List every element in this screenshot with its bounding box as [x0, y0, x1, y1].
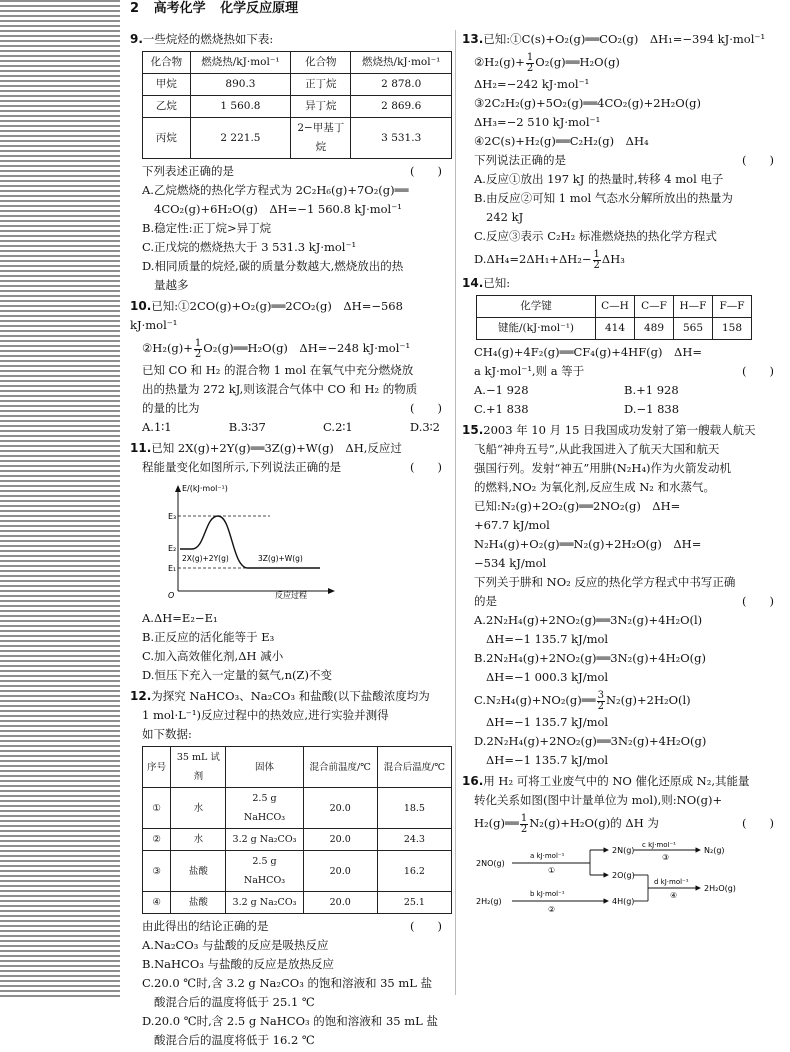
experiment-table: [142, 746, 452, 914]
answer-bracket: ( ): [410, 919, 442, 933]
question-13: [462, 30, 784, 272]
option-b: B.稳定性:正丁烷>异丁烷: [142, 221, 272, 235]
equation-3: ③2C₂H₂(g)+5O₂(g)══4CO₂(g)+2H₂O(g): [474, 96, 702, 110]
equation-1: 已知:①2CO(g)+O₂(g)══2CO₂(g) ΔH=−568 kJ·mol⁻¹: [130, 299, 403, 332]
table-header-row: [143, 52, 452, 74]
question-number: 15.: [462, 423, 484, 437]
numerator: 1: [526, 51, 534, 63]
cell: 158: [713, 318, 752, 340]
question-15: [462, 421, 784, 770]
equation-2: [130, 335, 452, 361]
cell: 2.5 g NaHCO₃: [226, 851, 303, 892]
answer-bracket: ( ): [410, 460, 442, 474]
option-c-cont: 酸混合后的温度将低于 25.1 ℃: [154, 995, 315, 1009]
delta-h-2: ΔH₂=−242 kJ·mol⁻¹: [474, 77, 590, 91]
option-c: [462, 687, 784, 713]
reactant-label: 2X(g)+2Y(g): [182, 554, 229, 563]
option-b: B.+1 928: [624, 383, 679, 397]
left-stripe-margin: [0, 0, 120, 1000]
cell: 2.5 g NaHCO₃: [226, 788, 303, 829]
question-stem: 已知:: [483, 276, 511, 290]
eq-part: O₂(g)══H₂O(g): [535, 55, 620, 69]
cell: 24.3: [377, 829, 451, 851]
header-cell: C—H: [596, 296, 635, 318]
question-number: 14.: [462, 276, 484, 290]
e1-label: E₁: [168, 564, 177, 573]
cell: 键能/(kJ·mol⁻¹): [477, 318, 596, 340]
e2-label: E₂: [168, 544, 177, 553]
answer-bracket: ( ): [410, 401, 442, 415]
table-row: [143, 74, 452, 96]
option-c-cont: ΔH=−1 135.7 kJ/mol: [486, 715, 609, 729]
table-header-row: [143, 747, 452, 788]
question-text: 的燃料,NO₂ 为氧化剂,反应生成 N₂ 和水蒸气。: [474, 480, 716, 494]
eq-part: ②H₂(g)+: [474, 55, 525, 69]
question-stem: 一些烷烃的燃烧热如下表:: [142, 32, 274, 46]
question-9: [130, 30, 452, 295]
cell: 3.2 g Na₂CO₃: [226, 892, 303, 914]
cell: ③: [143, 851, 171, 892]
option-a-cont: ΔH=−1 135.7 kJ/mol: [486, 632, 609, 646]
question-text: 已知 CO 和 H₂ 的混合物 1 mol 在氧气中充分燃烧放: [142, 363, 414, 377]
numerator: 3: [597, 689, 604, 701]
question-number: 16.: [462, 774, 484, 788]
question-text: 1 mol·L⁻¹)反应过程中的热效应,进行实验并测得: [142, 708, 389, 722]
given-delta-h-2: −534 kJ/mol: [474, 556, 547, 570]
page-number: 2: [130, 1, 140, 16]
answer-bracket: ( ): [742, 594, 774, 608]
product-label: 3Z(g)+W(g): [258, 554, 303, 563]
header-cell: 燃烧热/kJ·mol⁻¹: [190, 52, 291, 74]
equation-2: [462, 49, 784, 75]
column-divider: [455, 30, 456, 995]
page-header: [130, 0, 308, 18]
question-text: 用 H₂ 可将工业废气中的 NO 催化还原成 N₂,其能量: [483, 774, 750, 788]
cell: 盐酸: [171, 851, 226, 892]
node-4h: 4H(g): [612, 897, 635, 906]
combustion-heat-table: [142, 51, 452, 159]
table-row: [143, 96, 452, 118]
option-b: B.由反应②可知 1 mol 气态水分解所放出的热量为: [474, 191, 733, 205]
cell: 1 560.8: [190, 96, 291, 118]
header-cell: 化学键: [477, 296, 596, 318]
step-2: ②: [548, 905, 556, 914]
header-cell: H—F: [674, 296, 713, 318]
cell: 丙烷: [143, 118, 191, 159]
numerator: 1: [194, 337, 202, 349]
denominator: 2: [597, 700, 604, 712]
option-c: C.正戊烷的燃烧热大于 3 531.3 kJ·mol⁻¹: [142, 240, 357, 254]
option-d: D.20.0 ℃时,含 2.5 g NaHCO₃ 的饱和溶液和 35 mL 盐: [142, 1014, 438, 1028]
option-a-cont: 4CO₂(g)+6H₂O(g) ΔH=−1 560.8 kJ·mol⁻¹: [154, 202, 402, 216]
header-cell: 化合物: [143, 52, 191, 74]
left-column: [130, 30, 452, 1052]
energy-conversion-diagram: [472, 842, 784, 920]
eq-part: O₂(g)══H₂O(g) ΔH=−248 kJ·mol⁻¹: [203, 341, 411, 355]
header-cell: 混合前温度/℃: [303, 747, 377, 788]
option-a: A.ΔH=E₂−E₁: [142, 611, 218, 625]
option-d: D.2N₂H₄(g)+2NO₂(g)══3N₂(g)+4H₂O(g): [474, 734, 707, 748]
denominator: 2: [194, 348, 202, 360]
option-b: B.NaHCO₃ 与盐酸的反应是放热反应: [142, 957, 335, 971]
cell: 2−甲基丁烷: [291, 118, 351, 159]
fraction: [597, 691, 605, 712]
question-ask: 下列说法正确的是: [474, 153, 566, 167]
node-2n: 2N(g): [612, 846, 635, 855]
table-header-row: [477, 296, 752, 318]
fraction: [593, 250, 601, 271]
option-d: D.相同质量的烷烃,碳的质量分数越大,燃烧放出的热: [142, 259, 404, 273]
answer-bracket: ( ): [742, 364, 774, 378]
cell: ①: [143, 788, 171, 829]
question-text: CH₄(g)+4F₂(g)══CF₄(g)+4HF(g) ΔH=: [474, 345, 702, 359]
question-text: 转化关系如图(图中计量单位为 mol),则:NO(g)+: [474, 793, 723, 807]
option-c: C.2∶1: [323, 420, 353, 434]
table-row: [143, 829, 452, 851]
answer-bracket: ( ): [742, 816, 774, 830]
fraction: [526, 53, 534, 74]
delta-h-3: ΔH₃=−2 510 kJ·mol⁻¹: [474, 115, 601, 129]
given-equation-2: N₂H₄(g)+O₂(g)══N₂(g)+2H₂O(g) ΔH=: [474, 537, 702, 551]
table-row: [477, 318, 752, 340]
bond-energy-table: [476, 295, 752, 340]
option-b: B.正反应的活化能等于 E₃: [142, 630, 275, 644]
answer-bracket: ( ): [410, 164, 442, 178]
denominator: 2: [593, 259, 600, 271]
cell: 正丁烷: [291, 74, 351, 96]
x-axis-label: 反应过程: [275, 591, 307, 599]
x-axis-arrow: [328, 588, 335, 594]
option-a: A.1∶1: [142, 420, 172, 434]
options-row: [462, 381, 784, 400]
cell: 20.0: [303, 892, 377, 914]
right-column: [462, 30, 784, 922]
question-text: 出的热量为 272 kJ,则该混合气体中 CO 和 H₂ 的物质: [142, 382, 418, 396]
label-a: a kJ·mol⁻¹: [530, 852, 565, 860]
header-cell: F—F: [713, 296, 752, 318]
eq-part: H₂(g)══: [474, 816, 519, 830]
energy-diagram: [160, 481, 452, 605]
question-12: [130, 687, 452, 1050]
step-4: ④: [670, 891, 678, 900]
option-d-cont: 量越多: [154, 278, 189, 292]
step-1: ①: [548, 866, 556, 875]
cell: 异丁烷: [291, 96, 351, 118]
cell: 20.0: [303, 829, 377, 851]
cell: 25.1: [377, 892, 451, 914]
cell: 489: [635, 318, 674, 340]
cell: 20.0: [303, 851, 377, 892]
question-text: 程能量变化如图所示,下列说法正确的是: [142, 460, 342, 474]
option-c: C.20.0 ℃时,含 3.2 g Na₂CO₃ 的饱和溶液和 35 mL 盐: [142, 976, 433, 990]
cell: 2 221.5: [190, 118, 291, 159]
question-ask: 由此得出的结论正确的是: [142, 919, 269, 933]
header-cell: 混合后温度/℃: [377, 747, 451, 788]
option-c: C.反应③表示 C₂H₂ 标准燃烧热的热化学方程式: [474, 229, 717, 243]
eq-part: N₂(g)+2H₂O(l): [605, 693, 691, 707]
cell: 565: [674, 318, 713, 340]
given-delta-h-1: +67.7 kJ/mol: [474, 518, 550, 532]
question-10: [130, 297, 452, 437]
option-d: D.恒压下充入一定量的氦气,n(Z)不变: [142, 668, 332, 682]
cell: 3.2 g Na₂CO₃: [226, 829, 303, 851]
question-number: 13.: [462, 32, 484, 46]
node-2o: 2O(g): [612, 871, 635, 880]
option-a: A.−1 928: [474, 383, 529, 397]
fraction: [194, 339, 202, 360]
option-c: C.+1 838: [474, 402, 529, 416]
question-text: 如下数据:: [142, 727, 192, 741]
y-axis-label: E/(kJ·mol⁻¹): [182, 484, 228, 493]
header-cell: 化合物: [291, 52, 351, 74]
question-text: 为探究 NaHCO₃、Na₂CO₃ 和盐酸(以下盐酸浓度均为: [151, 689, 430, 703]
book-title: 高考化学: [153, 1, 206, 16]
y-axis-arrow: [175, 485, 181, 492]
origin-label: O: [168, 591, 175, 599]
equation-1: 已知:①C(s)+O₂(g)══CO₂(g) ΔH₁=−394 kJ·mol⁻¹: [483, 32, 766, 46]
option-d: D.3∶2: [409, 420, 440, 434]
question-number: 10.: [130, 299, 152, 313]
given-equation-1: 已知:N₂(g)+2O₂(g)══2NO₂(g) ΔH=: [474, 499, 681, 513]
question-text-frac: [462, 810, 784, 836]
options-row: [130, 418, 452, 437]
eq-part: N₂(g)+H₂O(g)的 ΔH 为: [529, 816, 659, 830]
eq-part: ②H₂(g)+: [142, 341, 193, 355]
question-number: 9.: [130, 32, 143, 46]
option-a: A.反应①放出 197 kJ 的热量时,转移 4 mol 电子: [474, 172, 724, 186]
question-text: 的量的比为: [142, 401, 200, 415]
options-row: [462, 400, 784, 419]
denominator: 2: [526, 62, 534, 74]
step-3: ③: [662, 853, 670, 862]
label-c: c kJ·mol⁻¹: [642, 842, 676, 849]
eq-part: ΔH₃: [601, 252, 625, 266]
question-ask: 下列表述正确的是: [142, 164, 234, 178]
table-row: [143, 788, 452, 829]
question-text: a kJ·mol⁻¹,则 a 等于: [474, 364, 585, 378]
page: [122, 0, 790, 1047]
cell: ④: [143, 892, 171, 914]
question-text: 飞船“神舟五号”,从此我国进入了航天大国和航天: [474, 442, 720, 456]
table-row: [143, 892, 452, 914]
question-number: 11.: [130, 441, 152, 455]
option-b-cont: ΔH=−1 000.3 kJ/mol: [486, 670, 609, 684]
cell: 水: [171, 788, 226, 829]
table-row: [143, 118, 452, 159]
node-2h2o: 2H₂O(g): [704, 884, 736, 893]
eq-part: C.N₂H₄(g)+NO₂(g)══: [474, 693, 596, 707]
label-d: d kJ·mol⁻¹: [654, 878, 689, 886]
cell: 甲烷: [143, 74, 191, 96]
option-b: B.3∶37: [228, 420, 266, 434]
cell: 2 869.6: [351, 96, 452, 118]
question-text: 强国行列。发射“神五”用肼(N₂H₄)作为火箭发动机: [474, 461, 732, 475]
question-16: [462, 772, 784, 920]
cell: 20.0: [303, 788, 377, 829]
cell: 2 878.0: [351, 74, 452, 96]
option-a: A.Na₂CO₃ 与盐酸的反应是吸热反应: [142, 938, 329, 952]
header-cell: C—F: [635, 296, 674, 318]
fraction: [520, 814, 528, 835]
cell: 水: [171, 829, 226, 851]
option-d: [462, 246, 784, 272]
cell: 414: [596, 318, 635, 340]
cell: 3 531.3: [351, 118, 452, 159]
chapter-title: 化学反应原理: [220, 1, 299, 16]
cell: 乙烷: [143, 96, 191, 118]
header-cell: 燃烧热/kJ·mol⁻¹: [351, 52, 452, 74]
header-cell: 序号: [143, 747, 171, 788]
option-d-cont: 酸混合后的温度将低于 16.2 ℃: [154, 1033, 315, 1047]
question-text: 的是: [474, 594, 497, 608]
header-cell: 固体: [226, 747, 303, 788]
option-b-cont: 242 kJ: [486, 210, 524, 224]
answer-bracket: ( ): [742, 153, 774, 167]
option-c: C.加入高效催化剂,ΔH 减小: [142, 649, 284, 663]
question-text: 2003 年 10 月 15 日我国成功发射了第一艘载人航天: [483, 423, 756, 437]
e3-label: E₃: [168, 512, 177, 521]
cell: 盐酸: [171, 892, 226, 914]
option-b: B.2N₂H₄(g)+2NO₂(g)══3N₂(g)+4H₂O(g): [474, 651, 706, 665]
option-a: A.乙烷燃烧的热化学方程式为 2C₂H₆(g)+7O₂(g)══: [142, 183, 409, 197]
label-b: b kJ·mol⁻¹: [530, 890, 565, 898]
equation-4: ④2C(s)+H₂(g)══C₂H₂(g) ΔH₄: [474, 134, 649, 148]
eq-part: D.ΔH₄=2ΔH₁+ΔH₂−: [474, 252, 592, 266]
question-11: [130, 439, 452, 685]
denominator: 2: [520, 823, 528, 835]
numerator: 1: [593, 248, 600, 260]
header-cell: 35 mL 试剂: [171, 747, 226, 788]
cell: ②: [143, 829, 171, 851]
table-row: [143, 851, 452, 892]
option-d-cont: ΔH=−1 135.7 kJ/mol: [486, 753, 609, 767]
option-a: A.2N₂H₄(g)+2NO₂(g)══3N₂(g)+4H₂O(l): [474, 613, 703, 627]
question-text: 已知 2X(g)+2Y(g)══3Z(g)+W(g) ΔH,反应过: [151, 441, 402, 455]
numerator: 1: [520, 812, 528, 824]
cell: 18.5: [377, 788, 451, 829]
question-text: 下列关于肼和 NO₂ 反应的热化学方程式中书写正确: [474, 575, 736, 589]
option-d: D.−1 838: [624, 402, 680, 416]
node-2no: 2NO(g): [476, 859, 505, 868]
cell: 16.2: [377, 851, 451, 892]
question-number: 12.: [130, 689, 152, 703]
cell: 890.3: [190, 74, 291, 96]
node-2h2: 2H₂(g): [476, 897, 502, 906]
node-n2: N₂(g): [704, 846, 725, 855]
question-14: [462, 274, 784, 419]
